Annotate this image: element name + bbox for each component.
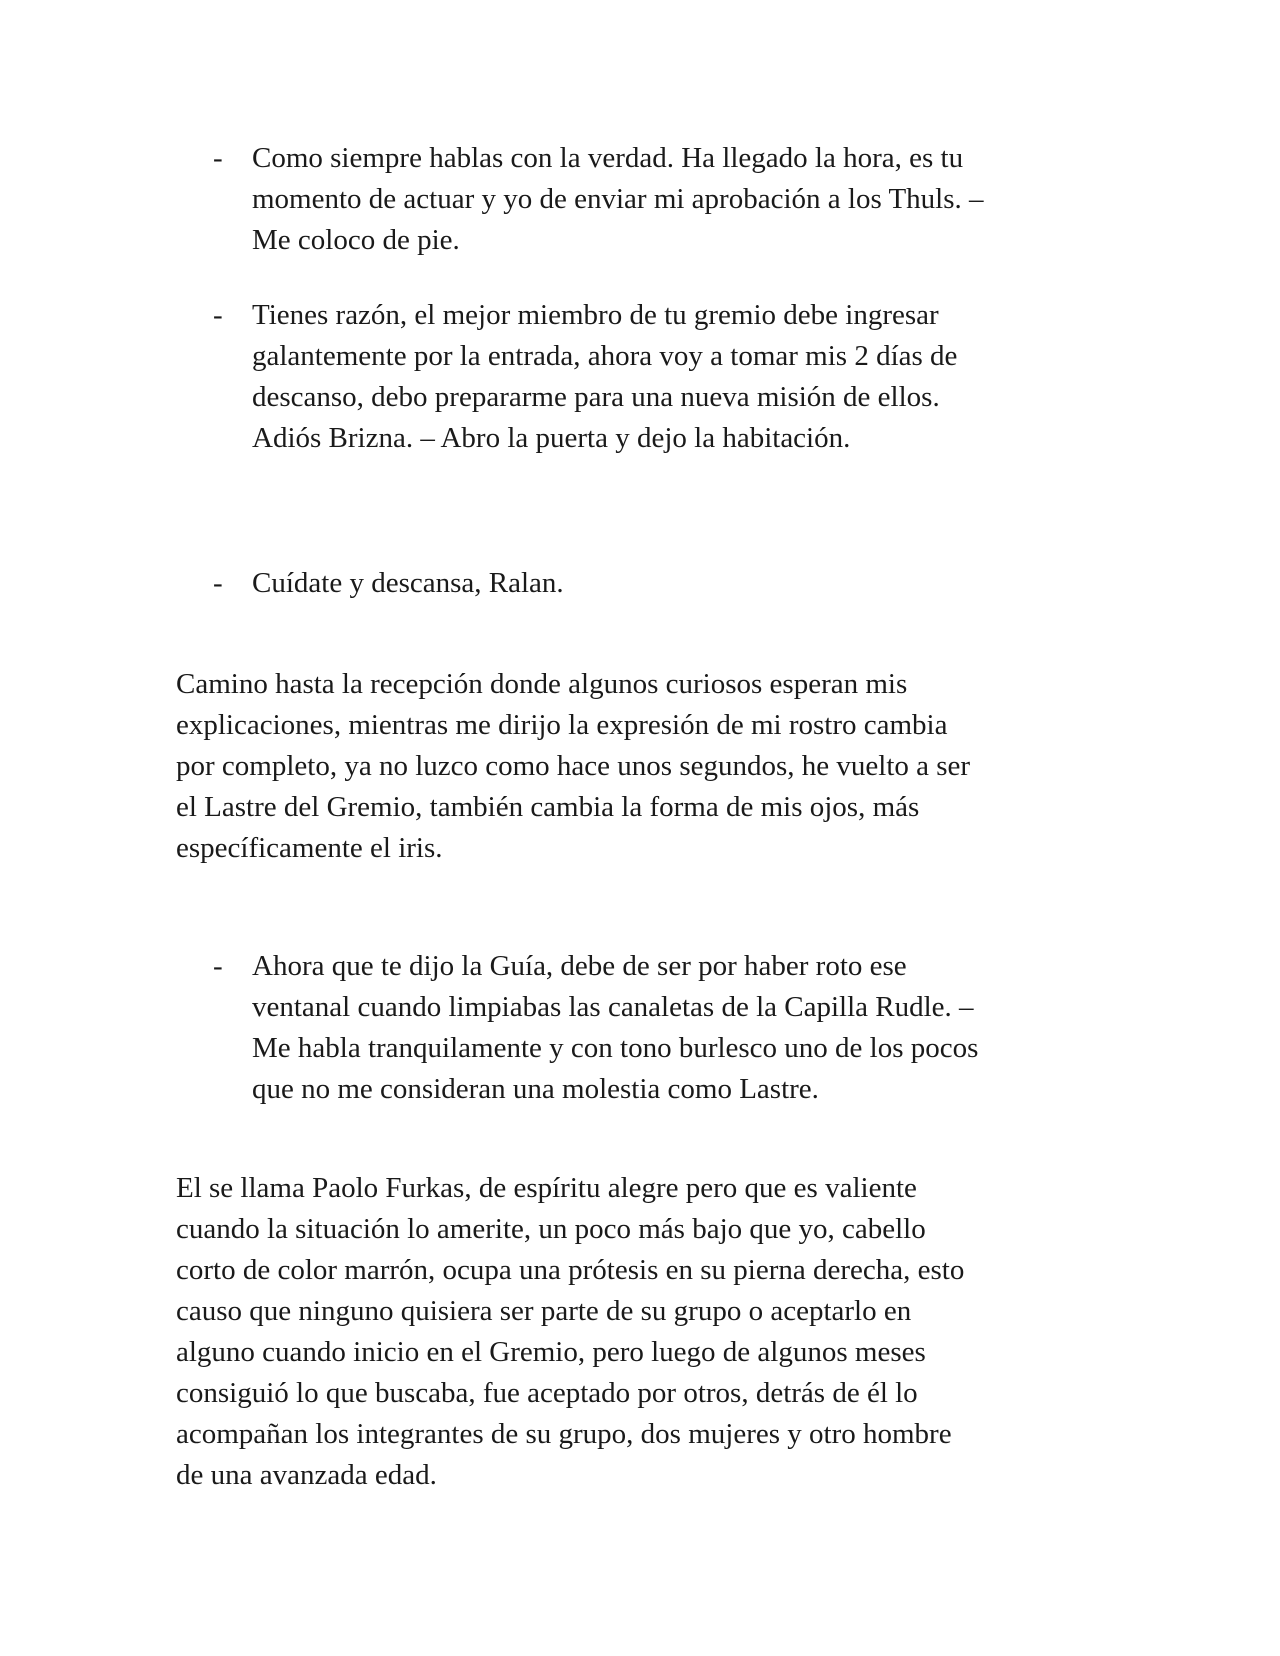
- dialogue-text: Cuídate y descansa, Ralan.: [252, 567, 564, 599]
- narrative-paragraph-2: El se llama Paolo Furkas, de espíritu alegre pero que es valiente cuando la situación lo amerite, un poco más bajo que yo, cabello corto de color marrón, ocupa una prótesis en su pierna derecha, esto causo que ninguno quisiera ser parte de su grupo o aceptarlo en alguno cuando inicio en el Gremio, pero luego de algunos meses consiguió lo que buscaba, fue aceptado por otros, detrás de él lo acompañan los integrantes de su grupo, dos mujeres y otro hombre de una avanzada edad.: [176, 1172, 965, 1491]
- dialogue-dash: -: [213, 567, 223, 599]
- dialogue-2: [175, 295, 1105, 459]
- dialogue-text: Tienes razón, el mejor miembro de tu gremio debe ingresar galantemente por la entrada, ahora voy a tomar mis 2 días de descanso, debo prepararme para una nueva misión de ellos. Adiós Brizna. – Abro la puerta y dejo la habitación.: [252, 299, 958, 454]
- narrative-paragraph-1: Camino hasta la recepción donde algunos curiosos esperan mis explicaciones, mientras me dirijo la expresión de mi rostro cambia por completo, ya no luzco como hace unos segundos, he vuelto a ser el Lastre del Gremio, también cambia la forma de mis ojos, más específicamente el iris.: [176, 668, 971, 864]
- dialogue-dash: -: [213, 142, 223, 174]
- dialogue-dash: -: [213, 299, 223, 331]
- dialogue-text: Como siempre hablas con la verdad. Ha llegado la hora, es tu momento de actuar y yo de enviar mi aprobación a los Thuls. – Me coloco de pie.: [252, 142, 984, 256]
- dialogue-4: [175, 946, 1105, 1110]
- dialogue-text: Ahora que te dijo la Guía, debe de ser por haber roto ese ventanal cuando limpiabas las canaletas de la Capilla Rudle. – Me habla tranquilamente y con tono burlesco uno de los pocos que no me consideran una molestia como Lastre.: [252, 950, 979, 1105]
- dialogue-3: [175, 563, 1105, 604]
- dialogue-dash: -: [213, 950, 223, 982]
- dialogue-1: [175, 138, 1105, 261]
